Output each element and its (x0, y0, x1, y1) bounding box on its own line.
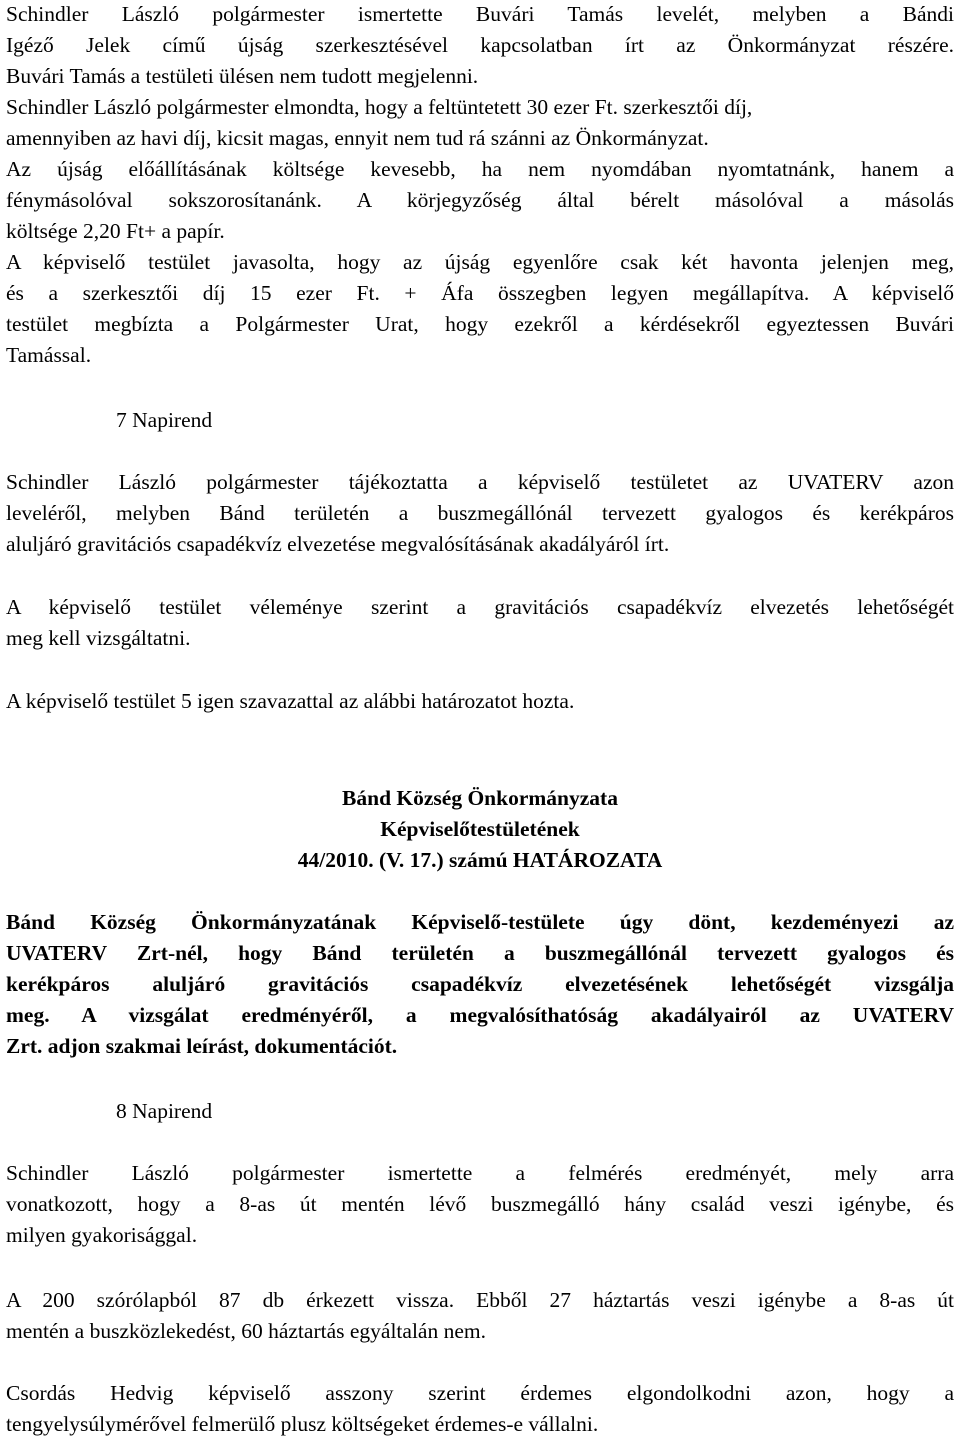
text-line: meg kell vizsgáltatni. (6, 626, 191, 650)
agenda-8-heading: 8 Napirend (116, 1099, 213, 1123)
text-line: Tamással. (6, 343, 92, 367)
resolution-title-line: 44/2010. (V. 17.) számú HATÁROZATA (297, 848, 663, 872)
text-line: mentén a buszközlekedést, 60 háztartás egyáltalán nem. (6, 1319, 486, 1343)
text-line: leveléről, melyben Bánd területén a buszmegállónál tervezett gyalogos és kerékpáros (6, 501, 954, 525)
text-line: Buvári Tamás a testületi ülésen nem tudott megjelenni. (6, 64, 479, 88)
text-line: Schindler László polgármester tájékoztatta a képviselő testületet az UVATERV azon (6, 470, 954, 494)
resolution-title-line: Bánd Község Önkormányzata (342, 786, 618, 810)
text-line: Igéző Jelek című újság szerkesztésével kapcsolatban írt az Önkormányzat részére. (6, 33, 954, 57)
text-line: tengyelysúlymérővel felmerülő plusz költségeket érdemes-e vállalni. (6, 1412, 599, 1436)
text-line: A képviselő testület véleménye szerint a gravitációs csapadékvíz elvezetés lehetőségét (6, 595, 954, 619)
text-line: Az újság előállításának költsége kevesebb, ha nem nyomdában nyomtatnánk, hanem a (6, 157, 954, 181)
resolution-title-line: Képviselőtestületének (380, 817, 580, 841)
text-line: meg. A vizsgálat eredményéről, a megvalósíthatóság akadályairól az UVATERV (6, 1003, 954, 1027)
text-line: amennyiben az havi díj, kicsit magas, ennyit nem tud rá szánni az Önkormányzat. (6, 126, 709, 150)
text-line: milyen gyakorisággal. (6, 1223, 198, 1247)
agenda-7-heading: 7 Napirend (116, 408, 213, 432)
text-line: testület megbízta a Polgármester Urat, hogy ezekről a kérdésekről egyeztessen Buvári (6, 312, 954, 336)
text-line: fénymásolóval sokszorosítanánk. A körjegyzőség által bérelt másolóval a másolás (6, 188, 954, 212)
text-line: A képviselő testület javasolta, hogy az újság egyenlőre csak két havonta jelenjen meg, (6, 250, 954, 274)
text-line: A 200 szórólapból 87 db érkezett vissza. Ebből 27 háztartás veszi igénybe a 8-as út (6, 1288, 954, 1312)
text-line: Schindler László polgármester elmondta, hogy a feltüntetett 30 ezer Ft. szerkesztői díj, (6, 95, 753, 119)
text-line: A képviselő testület 5 igen szavazattal az alábbi határozatot hozta. (6, 689, 575, 713)
text-line: és a szerkesztői díj 15 ezer Ft. + Áfa összegben legyen megállapítva. A képviselő (6, 281, 954, 305)
text-line: kerékpáros aluljáró gravitációs csapadékvíz elvezetésének lehetőségét vizsgálja (6, 972, 954, 996)
text-line: Zrt. adjon szakmai leírást, dokumentációt. (6, 1034, 398, 1058)
text-line: Schindler László polgármester ismertette Buvári Tamás levelét, melyben a Bándi (6, 2, 954, 26)
text-line: Bánd Község Önkormányzatának Képviselő-testülete úgy dönt, kezdeményezi az (6, 910, 954, 934)
text-line: UVATERV Zrt-nél, hogy Bánd területén a buszmegállónál tervezett gyalogos és (6, 941, 954, 965)
text-line: költsége 2,20 Ft+ a papír. (6, 219, 225, 243)
text-line: vonatkozott, hogy a 8-as út mentén lévő buszmegálló hány család veszi igénybe, és (6, 1192, 954, 1216)
text-line: aluljáró gravitációs csapadékvíz elvezetése megvalósításának akadályáról írt. (6, 532, 670, 556)
text-line: Schindler László polgármester ismertette a felmérés eredményét, mely arra (6, 1161, 954, 1185)
text-line: Csordás Hedvig képviselő asszony szerint érdemes elgondolkodni azon, hogy a (6, 1381, 954, 1405)
